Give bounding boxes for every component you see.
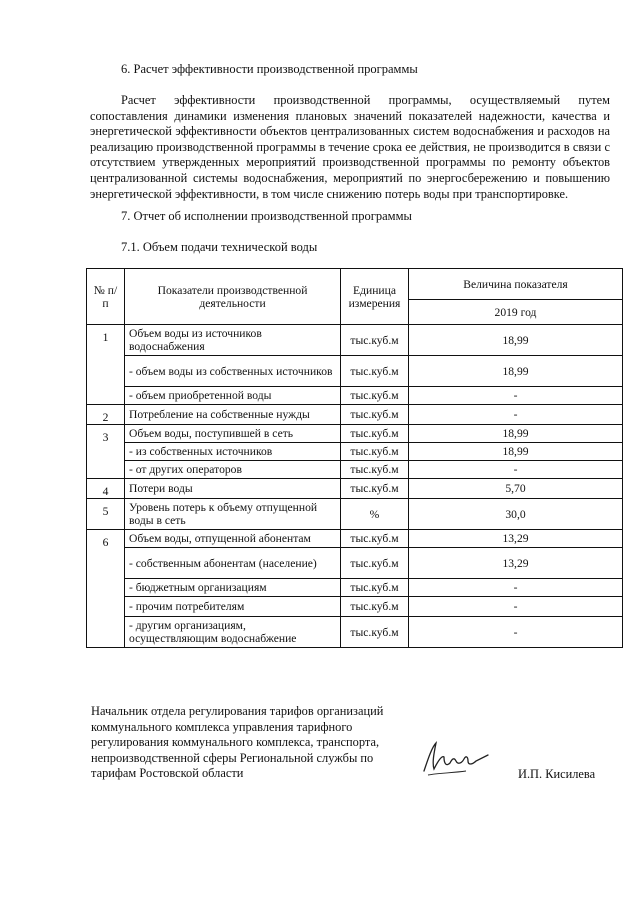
table-row (87, 356, 623, 387)
row-indicator: Потребление на собственные нужды (125, 405, 341, 425)
table-row (87, 405, 623, 425)
row-number: 3 (87, 425, 125, 479)
header-unit: Единица измерения (341, 269, 409, 325)
row-indicator: - объем приобретенной воды (125, 387, 341, 405)
row-value: - (409, 579, 623, 597)
row-indicator: Объем воды, отпущенной абонентам (125, 530, 341, 548)
row-value: 18,99 (409, 356, 623, 387)
signatory-name: И.П. Кисилева (518, 767, 596, 781)
table-row (87, 325, 623, 356)
row-value: 18,99 (409, 425, 623, 443)
row-unit: тыс.куб.м (341, 617, 409, 648)
table-row (87, 443, 623, 461)
row-indicator: - от других операторов (125, 461, 341, 479)
row-unit: тыс.куб.м (341, 597, 409, 617)
table-row (87, 530, 623, 548)
row-indicator: - собственным абонентам (население) (125, 548, 341, 579)
row-unit: тыс.куб.м (341, 461, 409, 479)
row-indicator: - бюджетным организациям (125, 579, 341, 597)
table-row (87, 461, 623, 479)
row-unit: тыс.куб.м (341, 548, 409, 579)
row-indicator: - прочим потребителям (125, 597, 341, 617)
row-unit: тыс.куб.м (341, 405, 409, 425)
row-unit: тыс.куб.м (341, 325, 409, 356)
row-indicator: Потери воды (125, 479, 341, 499)
row-indicator: Объем воды, поступившей в сеть (125, 425, 341, 443)
signatory-position: Начальник отдела регулирования тарифов организаций коммунального комплекса управления тарифного регулирования коммунального комплекса, транспорта, непроизводственной сферы Региональной службы по тарифам Ростовской области (91, 704, 384, 781)
table-body (87, 325, 623, 648)
row-unit: % (341, 499, 409, 530)
row-unit: тыс.куб.м (341, 479, 409, 499)
header-indicator: Показатели производственной деятельности (125, 269, 341, 325)
row-value: 18,99 (409, 443, 623, 461)
row-value: 18,99 (409, 325, 623, 356)
row-unit: тыс.куб.м (341, 579, 409, 597)
table-row (87, 387, 623, 405)
table-row (87, 597, 623, 617)
row-value: - (409, 597, 623, 617)
row-value: 5,70 (409, 479, 623, 499)
section-6-heading: 6. Расчет эффективности производственной программы (121, 62, 418, 76)
row-number: 1 (87, 325, 125, 405)
row-indicator: - объем воды из собственных источников (125, 356, 341, 387)
row-indicator: Уровень потерь к объему отпущенной воды в сеть (125, 499, 341, 530)
row-value: - (409, 405, 623, 425)
section-7-heading: 7. Отчет об исполнении производственной программы (121, 209, 412, 223)
row-value: 30,0 (409, 499, 623, 530)
table-row (87, 617, 623, 648)
header-year: 2019 год (409, 300, 623, 325)
row-indicator: - из собственных источников (125, 443, 341, 461)
row-indicator: - другим организациям, осуществляющим водоснабжение (125, 617, 341, 648)
table-row (87, 425, 623, 443)
row-unit: тыс.куб.м (341, 530, 409, 548)
row-unit: тыс.куб.м (341, 425, 409, 443)
section-6-paragraph: Расчет эффективности производственной программы, осуществляемый путем сопоставления динамики изменения плановых значений показателей надежности, качества и энергетической эффективности объектов централизованных систем водоснабжения и расходов на реализацию производственной программы в течение срока ее действия, не производится в связи с отсутствием утвержденных мероприятий производственной программы по ремонту объектов централизованной системы водоснабжения, мероприятий по энергосбережению и повышению энергетической эффективности, в том числе снижению потерь воды при транспортировке. (90, 93, 610, 201)
row-number: 6 (87, 530, 125, 648)
table-row (87, 579, 623, 597)
header-value-group: Величина показателя (409, 269, 623, 300)
row-value: - (409, 387, 623, 405)
row-value: 13,29 (409, 530, 623, 548)
row-number: 2 (87, 405, 125, 425)
row-number: 5 (87, 499, 125, 530)
row-number: 4 (87, 479, 125, 499)
water-supply-table (86, 268, 623, 648)
handwritten-signature-icon (418, 735, 496, 779)
table-row (87, 548, 623, 579)
header-num: № п/п (87, 269, 125, 325)
table-row (87, 499, 623, 530)
row-value: - (409, 461, 623, 479)
table-row (87, 479, 623, 499)
row-value: - (409, 617, 623, 648)
section-7-1-heading: 7.1. Объем подачи технической воды (121, 240, 318, 254)
row-unit: тыс.куб.м (341, 387, 409, 405)
row-indicator: Объем воды из источников водоснабжения (125, 325, 341, 356)
row-unit: тыс.куб.м (341, 356, 409, 387)
row-unit: тыс.куб.м (341, 443, 409, 461)
row-value: 13,29 (409, 548, 623, 579)
